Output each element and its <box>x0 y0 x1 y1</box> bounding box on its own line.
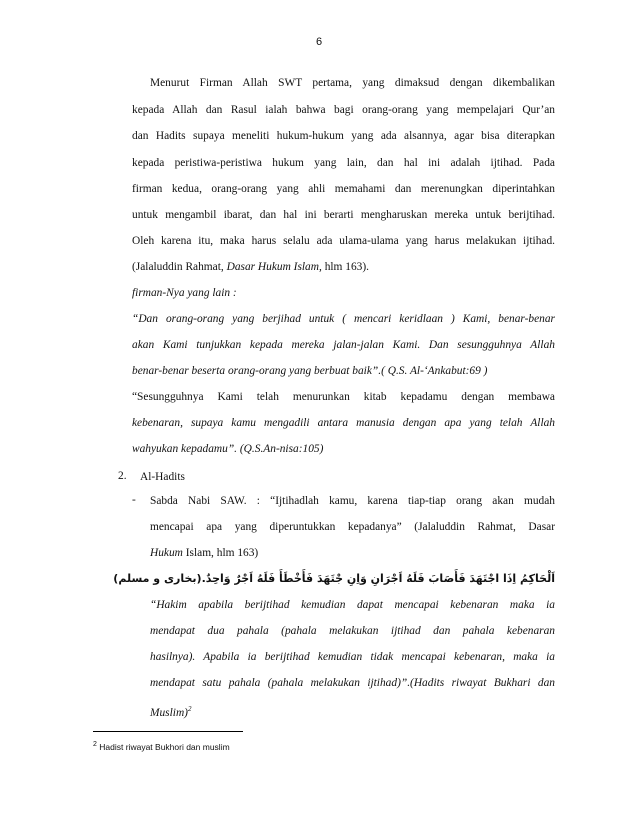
section-number: 2. <box>118 470 127 482</box>
hadith-line: Sabda Nabi SAW. : “Ijtihadlah kamu, karena tiap-tiap orang akan mudah <box>150 495 555 507</box>
translation-line: mendapat dua pahala (pahala melakukan ijtihad dan pahala kebenaran <box>150 625 555 637</box>
reference-rest: Islam, hlm 163) <box>182 547 259 559</box>
footnote-ref: 2 <box>187 705 192 713</box>
citation-book-title: Dasar Hukum Islam, <box>226 261 322 273</box>
hadith-line: mencapai apa yang diperuntukkan kepadanya” (Jalaluddin Rahmat, Dasar <box>150 521 555 533</box>
quote-line: wahyukan kepadamu”. (Q.S.An-nisa:105) <box>132 443 324 455</box>
quote-line: kebenaran, supaya kamu mengadili antara manusia dengan apa yang telah Allah <box>132 417 555 429</box>
arabic-hadith: اَلْحَاكِمُ اِذَا اجْتَهَدَ فَأَصَابَ فَلَهُ اَجْرَانِ وَاِنِ جْتَهَدَ فَأَخْطَأَ فَلَهُ اَجْرٌ وَاحِدٌ.(بخارى و مسلم) <box>113 572 555 585</box>
translation-line: hasilnya). Apabila ia berijtihad kemudian tidak mencapai kebenaran, maka ia <box>150 651 555 663</box>
paragraph-line: kepada Allah dan Rasul ialah bahwa bagi orang-orang yang mempelajari Qur’an <box>132 104 555 116</box>
paragraph-line: untuk mengambil ibarat, dan hal ini berarti mengharuskan mereka untuk berijtihad. <box>132 209 555 221</box>
footnote-marker: 2 <box>93 741 97 748</box>
quote-line: akan Kami tunjukkan kepada mereka jalan-jalan Kami. Dan sesungguhnya Allah <box>132 339 555 351</box>
citation-prefix: (Jalaluddin Rahmat, <box>132 261 227 273</box>
citation-suffix: hlm 163). <box>321 261 369 273</box>
paragraph-line: dan Hadits supaya meneliti hukum-hukum yang ada alsannya, agar bisa diterapkan <box>132 130 555 142</box>
hadith-reference <box>150 546 258 560</box>
paragraph-line: firman kedua, orang-orang yang ahli memahami dan merenungkan diperintahkan <box>132 183 555 195</box>
paragraph-line: Oleh karena itu, maka harus selalu ada ulama-ulama yang harus melakukan ijtihad. <box>132 235 555 247</box>
quote-line: benar-benar beserta orang-orang yang berbuat baik”.( Q.S. Al-‘Ankabut:69 ) <box>132 365 488 377</box>
translation-line: mendapat satu pahala (pahala melakukan ijtihad)”.(Hadits riwayat Bukhari dan <box>150 677 555 689</box>
section-title: Al-Hadits <box>140 471 185 483</box>
footnote-text: Hadist riwayat Bukhori dan muslim <box>99 741 230 752</box>
quote-line: “Sesungguhnya Kami telah menurunkan kitab kepadamu dengan membawa <box>132 391 555 403</box>
citation-line <box>132 260 369 274</box>
page-number: 6 <box>315 36 323 48</box>
footnote-separator <box>93 731 243 732</box>
translation-line: “Hakim apabila berijtihad kemudian dapat mencapai kebenaran maka ia <box>150 599 555 611</box>
paragraph-line: Menurut Firman Allah SWT pertama, yang dimaksud dengan dikembalikan <box>150 77 555 89</box>
footnote <box>93 741 230 752</box>
reference-italic: Hukum <box>150 547 183 559</box>
list-bullet: - <box>132 494 136 506</box>
quote-line: “Dan orang-orang yang berjihad untuk ( mencari keridlaan ) Kami, benar-benar <box>132 313 555 325</box>
paragraph-line: kepada peristiwa-peristiwa hukum yang lain, dan hal ini adalah ijtihad. Pada <box>132 157 555 169</box>
firman-intro: firman-Nya yang lain : <box>132 287 237 299</box>
translation-line: Muslim)$^2$ <box>150 705 192 719</box>
